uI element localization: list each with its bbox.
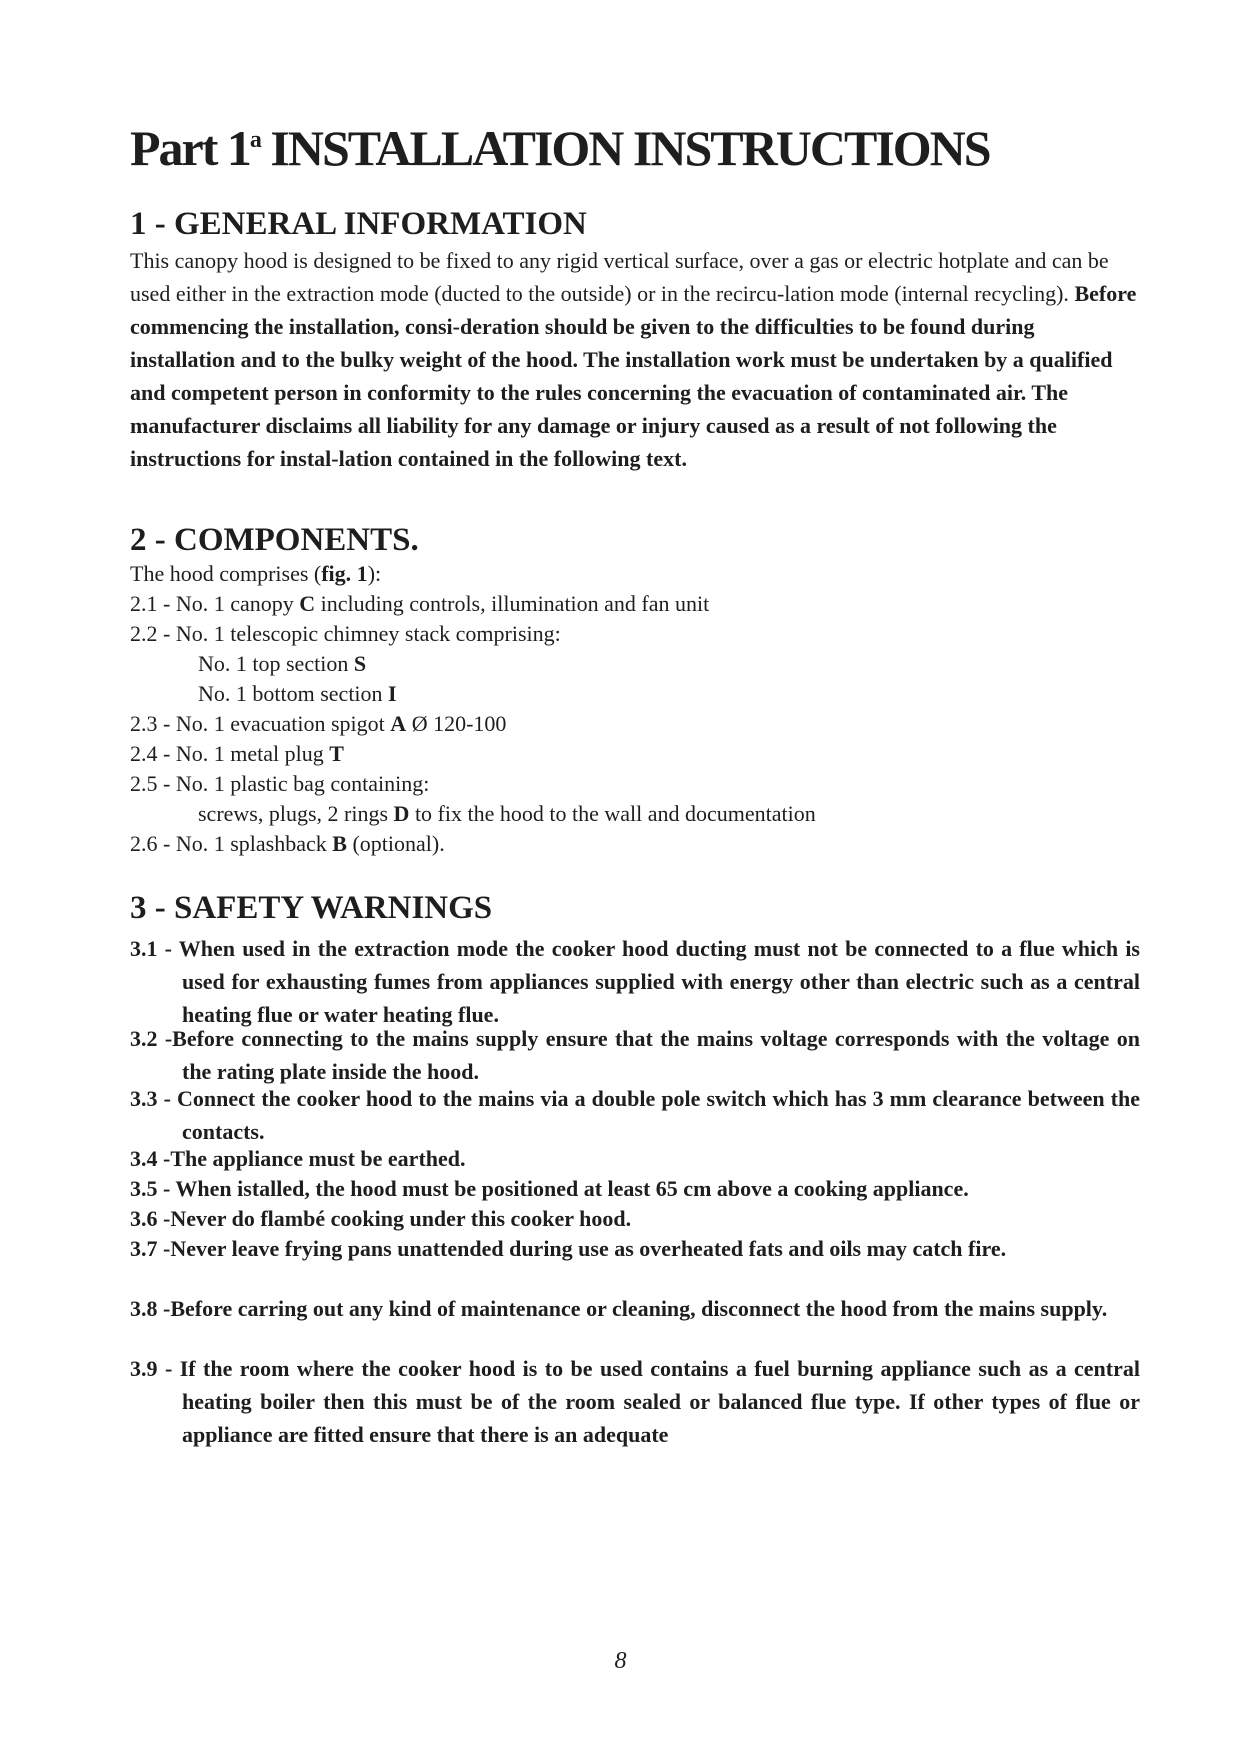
component-item: 2.6 - No. 1 splashback B (optional). (130, 831, 445, 856)
page-number: 8 (614, 1648, 627, 1674)
component-subitem: No. 1 bottom section I (198, 681, 397, 706)
component-item: 2.5 - No. 1 plastic bag containing: (130, 771, 430, 796)
general-information-text: This canopy hood is designed to be fixed to any rigid vertical surface, over a gas or electric hotplate and can be used either in the extraction mode (ducted to the outside) or in the recircu-lation mode (internal recycling). (130, 248, 1109, 306)
safety-warning-item: 3.5 - When istalled, the hood must be positioned at least 65 cm above a cooking appliance. (130, 1176, 969, 1201)
safety-warning-item: 3.4 -The appliance must be earthed. (130, 1146, 466, 1171)
safety-warning-item: 3.8 -Before carring out any kind of maintenance or cleaning, disconnect the hood from the mains supply. (130, 1296, 1108, 1321)
section-heading-general-information: 1 - GENERAL INFORMATION (130, 206, 587, 242)
component-item: 2.2 - No. 1 telescopic chimney stack comprising: (130, 621, 561, 646)
safety-warning-item: 3.7 -Never leave frying pans unattended during use as overheated fats and oils may catch fire. (130, 1236, 1007, 1261)
general-information-paragraph (130, 244, 1140, 475)
safety-warning-item: 3.2 -Before connecting to the mains supply ensure that the mains voltage corresponds with the voltage on the rating plate inside the hood. (130, 1026, 1140, 1084)
safety-warning-item: 3.3 - Connect the cooker hood to the mains via a double pole switch which has 3 mm clearance between the contacts. (130, 1086, 1140, 1144)
component-item: 2.4 - No. 1 metal plug T (130, 741, 344, 766)
safety-warning-item: 3.9 - If the room where the cooker hood is to be used contains a fuel burning appliance such as a central heating boiler then this must be of the room sealed or balanced flue type. If other types of flue or appliance are fitted ensure that there is an adequate (130, 1356, 1140, 1447)
section-heading-components: 2 - COMPONENTS. (130, 522, 419, 558)
components-intro: The hood comprises (fig. 1): (130, 561, 382, 586)
page-title (130, 118, 990, 178)
general-information-warning-text: Before commencing the installation, consi-deration should be given to the difficulties to be found during installation and to the bulky weight of the hood. The installation work must be undertaken by a qualified and competent person in conformity to the rules concerning the evacuation of contaminated air. The manufacturer disclaims all liability for any damage or injury caused as a result of not following the instructions for instal-lation contained in the following text. (130, 281, 1137, 471)
safety-warning-item: 3.1 - When used in the extraction mode the cooker hood ducting must not be connected to a flue which is used for exhausting fumes from appliances supplied with energy other than electric such as a central heating flue or water heating flue. (130, 936, 1140, 1027)
component-item: 2.3 - No. 1 evacuation spigot A Ø 120-100 (130, 711, 507, 736)
component-subitem: screws, plugs, 2 rings D to fix the hood to the wall and documentation (198, 801, 816, 826)
title-text: INSTALLATION INSTRUCTIONS (270, 120, 990, 176)
title-superscript: a (249, 127, 260, 153)
document-page (130, 0, 1140, 1754)
title-part: Part 1 (130, 120, 250, 176)
component-subitem: No. 1 top section S (198, 651, 367, 676)
component-item: 2.1 - No. 1 canopy C including controls, illumination and fan unit (130, 591, 710, 616)
section-heading-safety-warnings: 3 - SAFETY WARNINGS (130, 890, 493, 926)
safety-warning-item: 3.6 -Never do flambé cooking under this cooker hood. (130, 1206, 632, 1231)
